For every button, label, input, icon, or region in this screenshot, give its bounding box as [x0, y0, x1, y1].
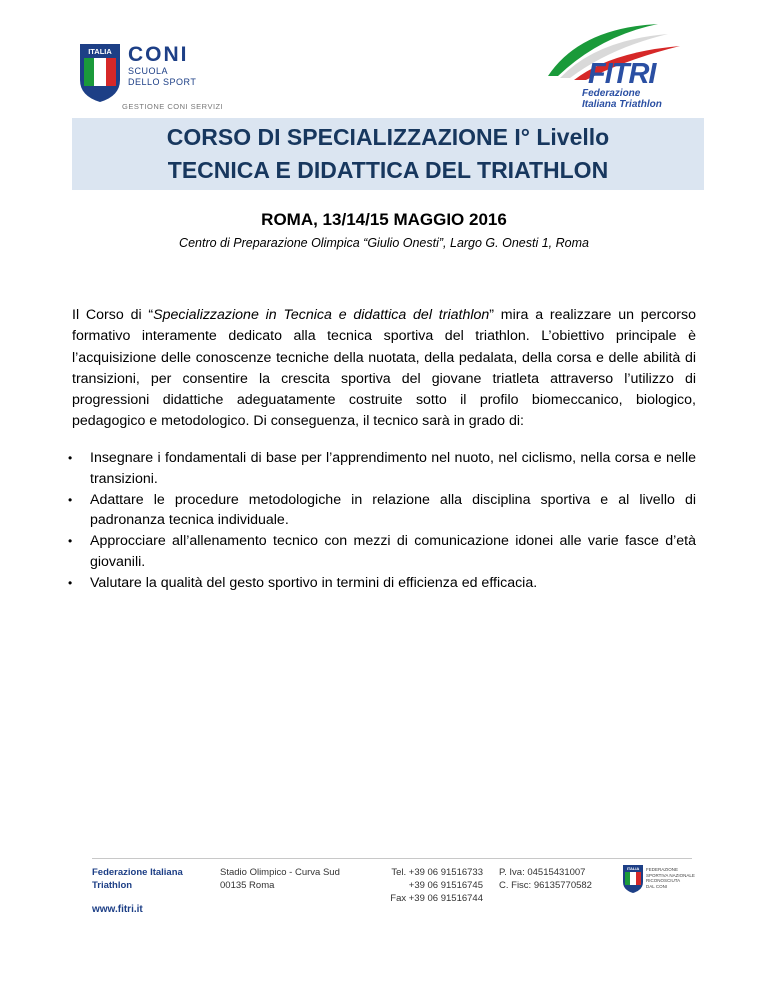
footer-tel2: +39 06 91516745 — [408, 880, 483, 891]
title-banner — [72, 118, 704, 190]
course-name: Specializzazione in Tecnica e didattica del triathlon — [153, 307, 490, 323]
fitri-sub-line2: Italiana Triathlon — [582, 99, 662, 110]
footer-divider — [92, 858, 692, 859]
footer-mini-line3: RICONOSCIUTA — [646, 878, 681, 883]
footer-mini-line4: DAL CONI — [646, 883, 668, 889]
footer-mini-line1: FEDERAZIONE — [646, 867, 679, 872]
footer-italia-shield-icon — [622, 864, 644, 894]
intro-pre: Il Corso di “ — [72, 307, 154, 323]
list-item — [68, 490, 696, 532]
coni-name: CONI — [128, 43, 189, 66]
footer-address-line2: 00135 Roma — [220, 880, 275, 891]
footer-phones — [366, 866, 483, 905]
footer-org — [92, 866, 183, 892]
list-item-text: Adattare le procedure metodologiche in relazione alla disciplina sportiva e al livello di padronanza tecnica individuale. — [90, 491, 696, 529]
coni-gestione-text: GESTIONE CONI SERVIZI — [122, 102, 224, 111]
event-date: ROMA, 13/14/15 MAGGIO 2016 — [261, 210, 507, 229]
title-line-1: CORSO DI SPECIALIZZAZIONE I° Livello — [166, 124, 610, 150]
fitri-logo — [540, 20, 690, 110]
objectives-list — [68, 448, 696, 594]
footer-piva: P. Iva: 04515431007 — [499, 867, 586, 878]
coni-logo — [78, 42, 238, 120]
fitri-sub-line1: Federazione — [582, 88, 641, 99]
fitri-subtitle — [582, 88, 662, 110]
italia-shield-icon — [78, 42, 122, 104]
footer-tax-info — [499, 866, 592, 892]
footer-tel1: Tel. +39 06 91516733 — [391, 867, 483, 878]
event-place: Centro di Preparazione Olimpica “Giulio Onesti”, Largo G. Onesti 1, Roma — [179, 236, 589, 250]
footer-address — [220, 866, 340, 892]
intro-post: ” mira a realizzare un percorso formativo interamente dedicato alla tecnica sportiva del triathlon. L’obiettivo principale è l’acquisizione delle conoscenze tecniche della nuotata, della pedalata, della corsa e delle abilità di transizioni, per consentire la crescita sportiva del giovane triatleta attraverso l’utilizzo di progressioni didattiche adeguatamente costruite sotto il profilo biomeccanico, biologico, pedagogico e metodologico. Di conseguenza, il tecnico sarà in grado di: — [72, 307, 697, 430]
footer-mini-line2: SPORTIVA NAZIONALE — [646, 872, 695, 878]
footer-fax: Fax +39 06 91516744 — [390, 893, 483, 904]
footer-cf: C. Fisc: 96135770582 — [499, 880, 592, 891]
list-item — [68, 573, 696, 594]
footer-address-line1: Stadio Olimpico - Curva Sud — [220, 867, 340, 878]
bullet-icon: • — [68, 492, 73, 507]
list-item-text: Valutare la qualità del gesto sportivo in termini di efficienza ed efficacia. — [90, 574, 538, 591]
list-item — [68, 531, 696, 573]
list-item-text: Approcciare all’allenamento tecnico con mezzi di comunicazione idonei alle varie fasce d’età giovanili. — [90, 533, 696, 570]
footer-website-link[interactable]: www.fitri.it — [92, 904, 143, 915]
footer-org-line1: Federazione Italiana — [92, 867, 183, 878]
footer-org-line2: Triathlon — [92, 880, 133, 891]
list-item-text: Insegnare i fondamentali di base per l’apprendimento nel nuoto, nel ciclismo, nella corsa e nelle transizioni. — [90, 450, 696, 487]
bullet-icon: • — [68, 451, 73, 465]
italia-badge-text: ITALIA — [88, 47, 112, 56]
intro-paragraph — [72, 305, 696, 433]
fitri-wordmark: FITRI — [588, 58, 656, 90]
coni-wordmark — [128, 44, 196, 88]
footer-federation-note — [646, 867, 695, 889]
bullet-icon: • — [68, 575, 73, 590]
list-item — [68, 448, 696, 490]
title-line-2: TECNICA E DIDATTICA DEL TRIATHLON — [167, 157, 609, 183]
coni-sub-line2: DELLO SPORT — [128, 77, 197, 87]
footer-italia-badge-text: ITALIA — [626, 866, 640, 871]
coni-sub-line1: SCUOLA — [128, 66, 169, 76]
bullet-icon: • — [68, 534, 73, 549]
